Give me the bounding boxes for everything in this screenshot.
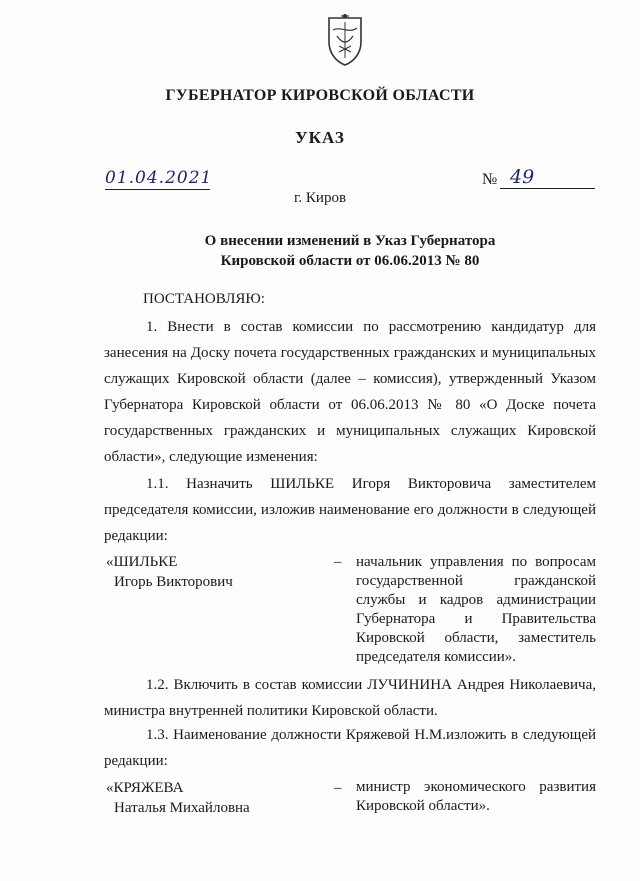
member-given-name: Наталья Михайловна xyxy=(114,800,250,816)
paragraph-1-3: 1.3. Наименование должности Кряжевой Н.М.изложить в следующей редакции: xyxy=(104,727,596,769)
document-number: 49 xyxy=(500,166,595,189)
document-subject xyxy=(100,231,600,271)
paragraph-1-1: 1.1. Назначить ШИЛЬКЕ Игоря Викторовича заместителем председателя комиссии, изложив наименование его должности в следующей редакции: xyxy=(104,476,596,544)
paragraph-1-2: 1.2. Включить в состав комиссии ЛУЧИНИНА Андрея Николаевича, министра внутренней политики Кировской области. xyxy=(104,677,596,719)
number-label: № xyxy=(482,171,498,188)
decree-word: ПОСТАНОВЛЯЮ: xyxy=(143,291,265,307)
member-dash: – xyxy=(334,780,342,796)
member-kryazheva-position: министр экономического развития Кировской области». xyxy=(356,779,596,814)
member-dash: – xyxy=(334,554,342,570)
member-given-name: Игорь Викторович xyxy=(114,574,233,590)
document-type: УКАЗ xyxy=(295,128,345,147)
subject-line: Кировской области от 06.06.2013 № 80 xyxy=(220,253,480,269)
issuer-title: ГУБЕРНАТОР КИРОВСКОЙ ОБЛАСТИ xyxy=(165,87,475,104)
member-surname: «КРЯЖЕВА xyxy=(106,780,184,796)
document-date: 01.04.2021 xyxy=(105,168,213,188)
city: г. Киров xyxy=(293,190,347,206)
subject-line: О внесении изменений в Указ Губернатора xyxy=(204,233,496,249)
paragraph-1: 1. Внести в состав комиссии по рассмотрению кандидатур для занесения на Доску почета государственных гражданских и муниципальных служащих Кировской области (далее – комиссия), утвержденный Указом Губернатора Кировской области от 06.06.2013 № 80 «О Доске почета государственных гражданских и муниципальных служащих Кировской области», следующие изменения: xyxy=(104,319,596,465)
member-surname: «ШИЛЬКЕ xyxy=(106,554,178,570)
member-kryazheva-name xyxy=(106,778,306,818)
member-shilke-name xyxy=(106,552,306,592)
coat-of-arms-icon xyxy=(323,12,367,68)
member-shilke-position: начальник управления по вопросам государственной гражданской службы и кадров администрации Губернатора и Правительства Кировской области, заместитель председателя комиссии». xyxy=(356,554,596,665)
